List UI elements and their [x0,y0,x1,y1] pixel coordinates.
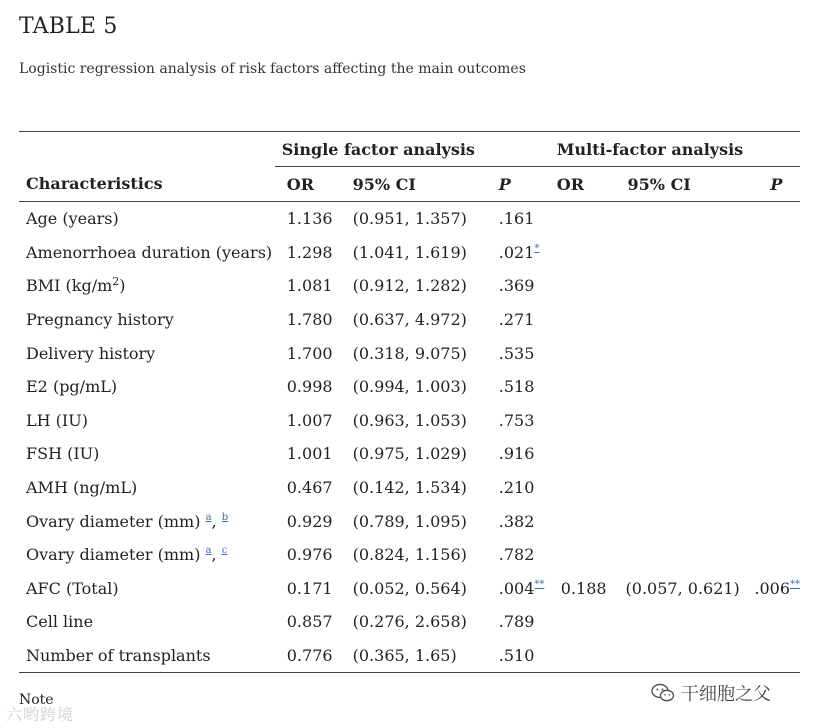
cell-p-multi [746,404,800,438]
cell-characteristic-text: Number of transplants [26,646,211,666]
cell-ci: (0.789, 1.095) [352,511,467,531]
group-single-factor: Single factor analysis [275,132,551,167]
cell-characteristic [19,572,275,606]
cell-ci: (0.994, 1.003) [352,377,467,397]
cell-p [475,605,551,639]
cell-p-value: .210 [498,478,535,498]
cell-or: 0.776 [275,639,341,673]
cell-p-value: .789 [498,612,535,632]
cell-p-value: .510 [498,646,535,666]
cell-ci: (0.912, 1.282) [352,276,467,296]
cell-ci-multi [616,538,747,572]
cell-characteristic [19,639,275,673]
cell-or-multi [551,303,616,337]
cell-p-multi-value: .006 [754,578,790,598]
header-characteristics: Characteristics [19,167,275,202]
cell-characteristic-text: FSH (IU) [26,444,100,464]
cell-characteristic-text: BMI (kg/m [26,276,113,296]
cell-p-multi [746,538,800,572]
header-p-multi: P [746,167,800,202]
cell-characteristic-text: Amenorrhoea duration (years) [26,242,273,262]
cell-p-multi [746,639,800,673]
cell-p-value: .535 [498,343,535,363]
cell-or: 1.001 [286,444,333,464]
cell-characteristic [19,370,275,404]
cell-characteristic-text: Delivery history [26,343,156,363]
table-caption: Logistic regression analysis of risk factors affecting the main outcomes [19,61,526,77]
cell-characteristic-text: Cell line [26,612,94,632]
cell-ci-multi [616,236,747,270]
cell-p-multi [746,504,800,538]
cell-or: 1.700 [286,343,333,363]
cell-ci: (0.318, 9.075) [352,343,467,363]
cell-or-multi [551,370,616,404]
significance-marker[interactable]: ** [790,578,800,590]
cell-ci: (0.824, 1.156) [352,545,467,565]
cell-characteristic-text: E2 (pg/mL) [26,377,118,397]
cell-characteristic-text: AFC (Total) [26,578,119,598]
cell-or-multi [551,471,616,505]
watermark-right-text: 干细胞之父 [681,684,771,705]
cell-ci: (0.963, 1.053) [352,410,467,430]
cell-p-multi [746,572,800,606]
cell-p-multi [746,202,800,236]
table-row [19,639,800,673]
cell-p-multi [746,336,800,370]
cell-characteristic-text: Ovary diameter (mm) [26,511,201,531]
cell-or-multi [551,404,616,438]
cell-characteristic [19,236,275,270]
cell-characteristic [19,202,275,236]
significance-marker[interactable]: ** [534,578,545,590]
cell-or-multi [551,336,616,370]
cell-or: 0.171 [286,578,333,598]
cell-or: 0.929 [286,511,333,531]
table-row [19,269,800,303]
table-row [19,236,800,270]
table-row [19,437,800,471]
cell-or: 1.298 [286,242,333,262]
header-or: OR [275,167,341,202]
cell-p-value: .161 [498,209,535,229]
cell-or-multi [551,639,616,673]
cell-p-value: .518 [498,377,535,397]
watermark-left: 六哟跨境 [6,705,75,724]
cell-ci: (0.052, 0.564) [352,578,467,598]
header-p: P [475,167,551,202]
superscript: 2 [112,275,120,289]
significance-marker[interactable]: * [534,242,540,254]
cell-p-value: .382 [498,511,535,531]
cell-ci: (0.142, 1.534) [352,478,467,498]
cell-or: 0.857 [286,612,333,632]
cell-characteristic: Ovary diameter (mm) $^a$, $^c$ [26,545,228,565]
group-header-row [19,132,800,167]
cell-p [475,336,551,370]
cell-ci-multi [616,605,747,639]
footnote-marker[interactable]: b [221,511,229,523]
cell-ci-multi [616,269,747,303]
cell-p [475,437,551,471]
cell-ci-multi [616,303,747,337]
cell-p [475,202,551,236]
cell-p-multi [746,437,800,471]
cell-characteristic [19,269,275,303]
cell-characteristic-text: Pregnancy history [26,310,174,330]
cell-or: 0.998 [286,377,333,397]
cell-characteristic-text: ) [119,276,126,296]
header-ci-multi: 95% CI [616,167,747,202]
cell-or: 1.136 [286,209,333,229]
cell-ci-multi [616,471,747,505]
cell-or-multi [551,504,616,538]
cell-p [475,572,551,606]
cell-ci-multi [616,504,747,538]
table-title: TABLE 5 [19,14,118,39]
cell-p-value: .782 [498,545,535,565]
cell-characteristic [19,437,275,471]
table-row [19,605,800,639]
cell-or: 1.780 [286,310,333,330]
cell-p [475,404,551,438]
note-label: Note [19,692,54,708]
table-row [19,538,800,572]
cell-p-multi [746,269,800,303]
cell-ci-multi: (0.057, 0.621) [625,578,740,598]
cell-characteristic [19,336,275,370]
cell-ci-multi [616,437,747,471]
table-row [19,504,800,538]
cell-or: 0.976 [286,545,333,565]
cell-p-multi [746,236,800,270]
cell-p-value: .369 [498,276,535,296]
cell-ci: (0.365, 1.65) [341,639,475,673]
cell-ci-multi [616,404,747,438]
watermark-right [651,680,771,706]
cell-characteristic-text: AMH (ng/mL) [26,478,138,498]
group-multi-factor: Multi-factor analysis [551,132,800,167]
cell-or-multi [551,538,616,572]
table-row [19,303,800,337]
cell-or-multi [551,437,616,471]
cell-p-value: .753 [498,410,535,430]
table-row [19,202,800,236]
cell-p [475,303,551,337]
header-or-multi: OR [551,167,616,202]
cell-p [475,504,551,538]
cell-p-value: .004 [498,578,535,598]
wechat-icon [651,683,675,703]
cell-ci-multi [616,202,747,236]
cell-characteristic-text: Age (years) [26,209,119,229]
cell-ci-multi [616,370,747,404]
cell-or: 0.467 [286,478,333,498]
cell-or: 1.007 [286,410,333,430]
cell-or-multi: 0.188 [560,578,607,598]
cell-or-multi [551,236,616,270]
cell-ci: (0.276, 2.658) [352,612,467,632]
cell-characteristic [19,471,275,505]
cell-ci-multi [616,639,747,673]
column-header-row [19,167,800,202]
table-row [19,370,800,404]
footnote-marker[interactable]: a [205,511,212,523]
cell-ci: (1.041, 1.619) [352,242,467,262]
cell-or: 1.081 [286,276,333,296]
cell-p [475,538,551,572]
cell-p-multi [746,605,800,639]
cell-or-multi [551,605,616,639]
cell-ci: (0.951, 1.357) [352,209,467,229]
table-row [19,471,800,505]
cell-ci: (0.975, 1.029) [352,444,467,464]
cell-p [475,269,551,303]
cell-characteristic-text: LH (IU) [26,410,88,430]
cell-p [475,639,551,673]
regression-table [19,131,800,673]
header-ci: 95% CI [341,167,475,202]
cell-ci-multi [616,336,747,370]
cell-p-multi [746,303,800,337]
cell-p-multi [746,471,800,505]
cell-p-value: .916 [498,444,535,464]
cell-p [475,236,551,270]
cell-or-multi [551,202,616,236]
footnote-marker[interactable]: c [221,545,228,557]
cell-p-value: .021 [498,242,535,262]
cell-characteristic [19,303,275,337]
cell-p [475,471,551,505]
cell-characteristic-text: Ovary diameter (mm) [26,545,201,565]
cell-p-multi [746,370,800,404]
cell-p [475,370,551,404]
table-row [19,404,800,438]
cell-characteristic [19,404,275,438]
cell-p-value: .271 [498,310,535,330]
cell-or-multi [551,269,616,303]
footnote-marker[interactable]: a [205,545,212,557]
group-header-empty [19,132,275,167]
table-row [19,336,800,370]
cell-characteristic [19,605,275,639]
cell-characteristic: Ovary diameter (mm) $^a$, $^b$ [26,511,229,531]
table-row [19,572,800,606]
cell-ci: (0.637, 4.972) [352,310,467,330]
table-body [19,202,800,673]
